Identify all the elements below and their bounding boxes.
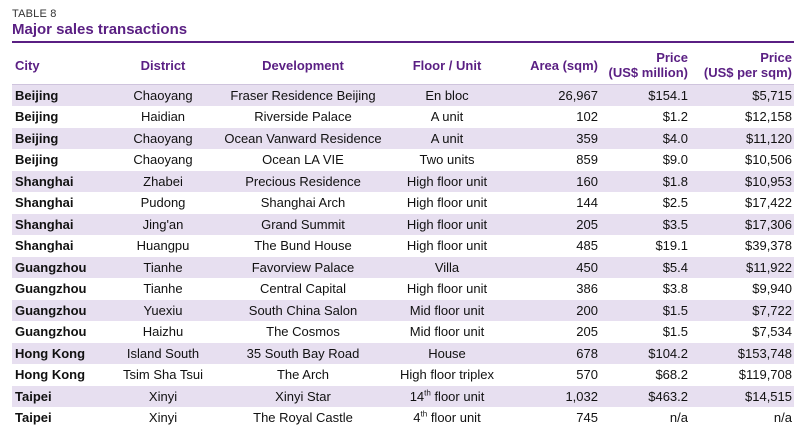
cell-area: 160	[510, 171, 600, 193]
table-row	[12, 235, 794, 257]
cell-floor-unit	[384, 192, 510, 214]
header-development: Development	[262, 57, 344, 73]
title-divider	[12, 41, 794, 43]
cell-development: Ocean Vanward Residence	[222, 128, 384, 150]
cell-area: 485	[510, 235, 600, 257]
cell-floor-unit	[384, 85, 510, 107]
cell-district: Chaoyang	[104, 128, 222, 150]
cell-price-million: $104.2	[600, 343, 690, 365]
cell-district: Huangpu	[104, 235, 222, 257]
cell-area: 570	[510, 364, 600, 386]
cell-district: Chaoyang	[104, 149, 222, 171]
cell-district: Zhabei	[104, 171, 222, 193]
cell-floor-unit	[384, 149, 510, 171]
cell-district: Haizhu	[104, 321, 222, 343]
sales-transactions-table	[12, 46, 794, 429]
header-price-million-line1: Price	[656, 50, 688, 65]
cell-area: 859	[510, 149, 600, 171]
cell-district: Pudong	[104, 192, 222, 214]
cell-development: Favorview Palace	[222, 257, 384, 279]
header-price-million-line2: (US$ million)	[608, 65, 688, 80]
cell-development: Shanghai Arch	[222, 192, 384, 214]
cell-area: 205	[510, 321, 600, 343]
floor-unit-text: A unit	[430, 130, 464, 146]
cell-district: Xinyi	[104, 386, 222, 408]
table-row	[12, 386, 794, 408]
cell-development: Riverside Palace	[222, 106, 384, 128]
table-title: Major sales transactions	[12, 21, 188, 38]
cell-price-per-sqm: $10,953	[690, 171, 794, 193]
cell-development: The Cosmos	[222, 321, 384, 343]
cell-price-per-sqm: $11,120	[690, 128, 794, 150]
header-price-per-sqm-line2: (US$ per sqm)	[703, 65, 792, 80]
cell-city: Guangzhou	[12, 278, 104, 300]
cell-development: South China Salon	[222, 300, 384, 322]
cell-area: 200	[510, 300, 600, 322]
cell-price-per-sqm: $39,378	[690, 235, 794, 257]
cell-floor-unit	[384, 214, 510, 236]
cell-city: Beijing	[12, 106, 104, 128]
cell-area: 144	[510, 192, 600, 214]
header-price-per-sqm	[690, 46, 794, 85]
cell-district: Tianhe	[104, 257, 222, 279]
cell-price-per-sqm: $7,534	[690, 321, 794, 343]
floor-unit-text: Mid floor unit	[409, 302, 485, 318]
cell-district: Haidian	[104, 106, 222, 128]
table-row	[12, 257, 794, 279]
cell-floor-unit	[384, 257, 510, 279]
header-area: Area (sqm)	[530, 57, 598, 73]
cell-district: Yuexiu	[104, 300, 222, 322]
table-row	[12, 106, 794, 128]
table-row	[12, 300, 794, 322]
cell-development: Precious Residence	[222, 171, 384, 193]
cell-price-million: $3.5	[600, 214, 690, 236]
floor-unit-text: Villa	[434, 259, 460, 275]
table-row	[12, 321, 794, 343]
cell-area: 26,967	[510, 85, 600, 107]
floor-unit-suffix: floor unit	[427, 410, 481, 426]
cell-floor-unit	[384, 300, 510, 322]
cell-price-per-sqm: $5,715	[690, 85, 794, 107]
cell-city: Taipei	[12, 407, 104, 429]
cell-price-million: $1.8	[600, 171, 690, 193]
cell-floor-unit	[384, 171, 510, 193]
cell-area: 1,032	[510, 386, 600, 408]
cell-price-per-sqm: $11,922	[690, 257, 794, 279]
cell-price-million: $463.2	[600, 386, 690, 408]
cell-city: Taipei	[12, 386, 104, 408]
floor-unit-text: High floor unit	[406, 173, 488, 189]
cell-price-million: $68.2	[600, 364, 690, 386]
cell-city: Shanghai	[12, 171, 104, 193]
header-district: District	[140, 57, 186, 73]
floor-unit-text: 4	[413, 410, 421, 426]
cell-price-per-sqm: $14,515	[690, 386, 794, 408]
header-price-per-sqm-line1: Price	[760, 50, 792, 65]
cell-development: Grand Summit	[222, 214, 384, 236]
cell-price-per-sqm: $9,940	[690, 278, 794, 300]
cell-development: Xinyi Star	[222, 386, 384, 408]
cell-price-per-sqm: $10,506	[690, 149, 794, 171]
cell-area: 745	[510, 407, 600, 429]
cell-price-million: $154.1	[600, 85, 690, 107]
table-row	[12, 149, 794, 171]
table-number-label: TABLE 8	[12, 8, 57, 20]
cell-district: Tianhe	[104, 278, 222, 300]
cell-floor-unit	[384, 407, 510, 429]
table-row	[12, 171, 794, 193]
cell-city: Beijing	[12, 85, 104, 107]
cell-city: Guangzhou	[12, 257, 104, 279]
cell-area: 359	[510, 128, 600, 150]
table-body	[12, 85, 794, 429]
header-city: City	[15, 57, 40, 73]
cell-area: 450	[510, 257, 600, 279]
cell-price-million: $5.4	[600, 257, 690, 279]
table-row	[12, 364, 794, 386]
cell-price-per-sqm: $7,722	[690, 300, 794, 322]
table-row	[12, 343, 794, 365]
floor-unit-text: En bloc	[425, 87, 469, 103]
cell-price-per-sqm: $17,422	[690, 192, 794, 214]
floor-unit-text: High floor triplex	[400, 367, 494, 383]
cell-area: 102	[510, 106, 600, 128]
cell-price-per-sqm: $17,306	[690, 214, 794, 236]
cell-district: Chaoyang	[104, 85, 222, 107]
floor-unit-text: High floor unit	[406, 281, 488, 297]
cell-price-million: $4.0	[600, 128, 690, 150]
floor-unit-text: High floor unit	[406, 216, 488, 232]
table-row	[12, 128, 794, 150]
cell-development: The Bund House	[222, 235, 384, 257]
cell-floor-unit	[384, 128, 510, 150]
cell-floor-unit	[384, 106, 510, 128]
cell-district: Xinyi	[104, 407, 222, 429]
cell-area: 205	[510, 214, 600, 236]
cell-district: Jing'an	[104, 214, 222, 236]
cell-price-per-sqm: n/a	[690, 407, 794, 429]
floor-unit-text: High floor unit	[406, 195, 488, 211]
cell-floor-unit	[384, 321, 510, 343]
cell-city: Shanghai	[12, 214, 104, 236]
cell-area: 678	[510, 343, 600, 365]
cell-development: 35 South Bay Road	[222, 343, 384, 365]
cell-city: Hong Kong	[12, 343, 104, 365]
cell-floor-unit	[384, 235, 510, 257]
cell-district: Island South	[104, 343, 222, 365]
cell-development: Ocean LA VIE	[222, 149, 384, 171]
floor-unit-text: Mid floor unit	[409, 324, 485, 340]
cell-price-million: $19.1	[600, 235, 690, 257]
table-row	[12, 192, 794, 214]
cell-city: Shanghai	[12, 235, 104, 257]
cell-district: Tsim Sha Tsui	[104, 364, 222, 386]
cell-city: Guangzhou	[12, 321, 104, 343]
table-row	[12, 278, 794, 300]
floor-unit-text: 14	[409, 388, 425, 404]
cell-development: The Arch	[222, 364, 384, 386]
cell-city: Beijing	[12, 149, 104, 171]
floor-unit-text: House	[428, 345, 466, 361]
cell-price-million: $1.5	[600, 300, 690, 322]
header-floor-unit: Floor / Unit	[412, 57, 482, 73]
cell-city: Guangzhou	[12, 300, 104, 322]
cell-floor-unit	[384, 343, 510, 365]
floor-ordinal-suffix: th	[424, 388, 431, 398]
cell-development: Central Capital	[222, 278, 384, 300]
table-row	[12, 407, 794, 429]
cell-floor-unit	[384, 386, 510, 408]
cell-price-per-sqm: $12,158	[690, 106, 794, 128]
cell-price-million: $2.5	[600, 192, 690, 214]
cell-price-million: $3.8	[600, 278, 690, 300]
cell-floor-unit	[384, 364, 510, 386]
floor-unit-suffix: floor unit	[430, 388, 485, 404]
cell-development: The Royal Castle	[222, 407, 384, 429]
table-row	[12, 85, 794, 107]
cell-floor-unit	[384, 278, 510, 300]
table-header-row	[12, 46, 794, 85]
cell-city: Shanghai	[12, 192, 104, 214]
floor-unit-text: Two units	[419, 152, 475, 168]
cell-price-million: n/a	[600, 407, 690, 429]
cell-city: Hong Kong	[12, 364, 104, 386]
floor-ordinal-suffix: th	[420, 409, 428, 419]
cell-area: 386	[510, 278, 600, 300]
cell-price-million: $1.5	[600, 321, 690, 343]
cell-development: Fraser Residence Beijing	[222, 85, 384, 107]
cell-price-per-sqm: $119,708	[690, 364, 794, 386]
floor-unit-text: A unit	[430, 109, 464, 125]
cell-price-million: $1.2	[600, 106, 690, 128]
cell-price-per-sqm: $153,748	[690, 343, 794, 365]
floor-unit-text: High floor unit	[406, 238, 488, 254]
cell-price-million: $9.0	[600, 149, 690, 171]
header-price-million	[600, 46, 690, 85]
cell-city: Beijing	[12, 128, 104, 150]
table-row	[12, 214, 794, 236]
